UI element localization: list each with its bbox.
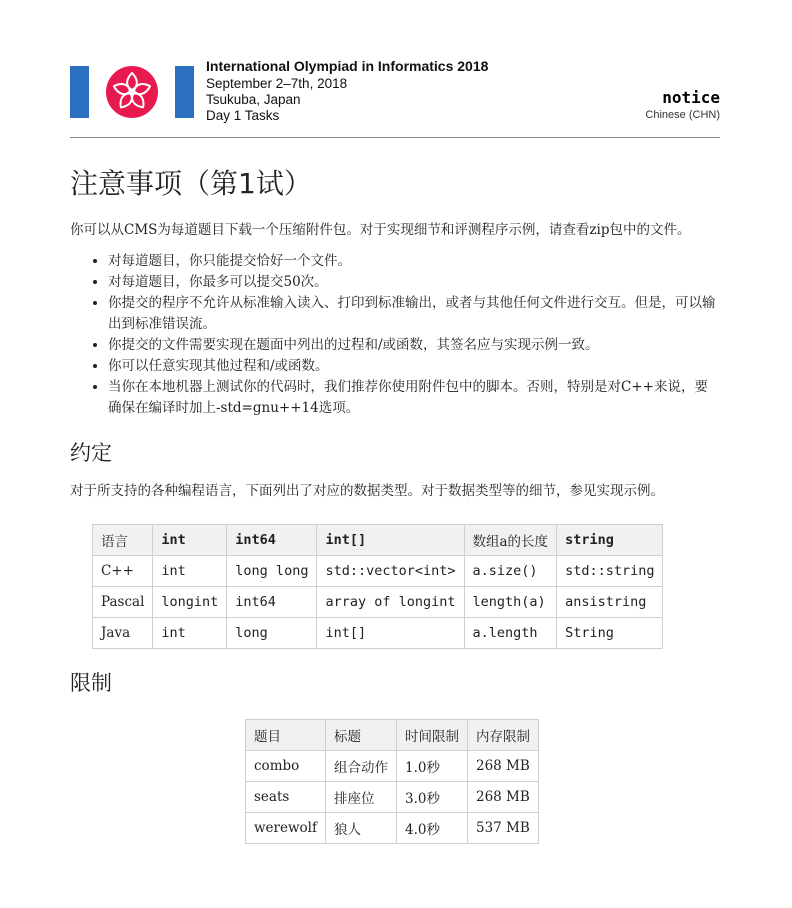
table-cell: long — [227, 618, 317, 649]
limits-heading: 限制 — [70, 671, 112, 695]
table-cell: std::string — [557, 556, 663, 587]
event-dates: September 2–7th, 2018 — [206, 76, 348, 91]
table-cell: 1.0秒 — [397, 751, 468, 782]
column-header: int64 — [227, 525, 317, 556]
column-header: int[] — [317, 525, 464, 556]
list-item: • 当你在本地机器上测试你的代码时，我们推荐你使用附件包中的脚本。否则，特别是对C++来说，要确保在编译时加上-std=gnu++14选项。 — [108, 377, 720, 419]
column-header: 时间限制 — [397, 720, 468, 751]
task-language: Chinese (CHN) — [645, 109, 720, 121]
table-row — [93, 618, 663, 649]
table-cell: int — [153, 556, 227, 587]
table-cell: a.size() — [464, 556, 557, 587]
event-location: Tsukuba, Japan — [206, 92, 301, 107]
logo-left-bar — [70, 66, 89, 118]
table-row — [93, 587, 663, 618]
header-info — [206, 58, 488, 124]
page-title: 注意事项（第1试） — [70, 167, 312, 200]
table-header-row — [246, 720, 539, 751]
ioi-logo — [70, 66, 194, 118]
table-row — [93, 556, 663, 587]
table-cell: Pascal — [93, 587, 153, 618]
table-cell: 4.0秒 — [397, 813, 468, 844]
table-cell: werewolf — [246, 813, 326, 844]
conventions-intro: 对于所支持的各种编程语言，下面列出了对应的数据类型。对于数据类型等的细节，参见实现示例。 — [70, 483, 664, 499]
table-cell: 组合动作 — [326, 751, 397, 782]
table-row — [246, 751, 539, 782]
table-cell: 狼人 — [326, 813, 397, 844]
table-cell: int — [153, 618, 227, 649]
table-cell: int[] — [317, 618, 464, 649]
table-cell: 537 MB — [468, 813, 539, 844]
column-header: 标题 — [326, 720, 397, 751]
table-cell: int64 — [227, 587, 317, 618]
list-item: • 你可以任意实现其他过程和/或函数。 — [108, 356, 720, 377]
document-body — [70, 150, 720, 844]
column-header: int — [153, 525, 227, 556]
table-cell: long long — [227, 556, 317, 587]
table-cell: 268 MB — [468, 751, 539, 782]
table-cell: 3.0秒 — [397, 782, 468, 813]
table-cell: std::vector<int> — [317, 556, 464, 587]
table-cell: a.length — [464, 618, 557, 649]
header-divider — [70, 137, 720, 138]
column-header: 数组a的长度 — [464, 525, 557, 556]
rules-list — [70, 251, 720, 419]
column-header: string — [557, 525, 663, 556]
task-info — [645, 88, 720, 121]
list-item: • 对每道题目，你最多可以提交50次。 — [108, 272, 720, 293]
task-name: notice — [662, 88, 720, 107]
conventions-heading: 约定 — [70, 441, 112, 465]
table-cell: seats — [246, 782, 326, 813]
column-header: 内存限制 — [468, 720, 539, 751]
table-cell: C++ — [93, 556, 153, 587]
column-header: 题目 — [246, 720, 326, 751]
event-day: Day 1 Tasks — [206, 108, 280, 123]
table-header-row — [93, 525, 663, 556]
list-item: • 对每道题目，你只能提交恰好一个文件。 — [108, 251, 720, 272]
list-item: • 你提交的文件需要实现在题面中列出的过程和/或函数，其签名应与实现示例一致。 — [108, 335, 720, 356]
table-cell: array of longint — [317, 587, 464, 618]
table-cell: length(a) — [464, 587, 557, 618]
table-cell: 268 MB — [468, 782, 539, 813]
table-cell: ansistring — [557, 587, 663, 618]
data-types-table — [92, 524, 663, 649]
limits-table — [245, 719, 539, 844]
table-cell: Java — [93, 618, 153, 649]
table-row — [246, 782, 539, 813]
logo-right-bar — [175, 66, 194, 118]
table-cell: String — [557, 618, 663, 649]
page-header — [70, 56, 720, 136]
column-header: 语言 — [93, 525, 153, 556]
table-cell: combo — [246, 751, 326, 782]
intro-paragraph: 你可以从CMS为每道题目下载一个压缩附件包。对于实现细节和评测程序示例，请查看zip包中的文件。 — [70, 222, 691, 238]
event-title: International Olympiad in Informatics 2018 — [206, 58, 489, 74]
table-row — [246, 813, 539, 844]
table-cell: longint — [153, 587, 227, 618]
table-cell: 排座位 — [326, 782, 397, 813]
list-item: • 你提交的程序不允许从标准输入读入、打印到标准输出，或者与其他任何文件进行交互。但是，可以输出到标准错误流。 — [108, 293, 720, 335]
